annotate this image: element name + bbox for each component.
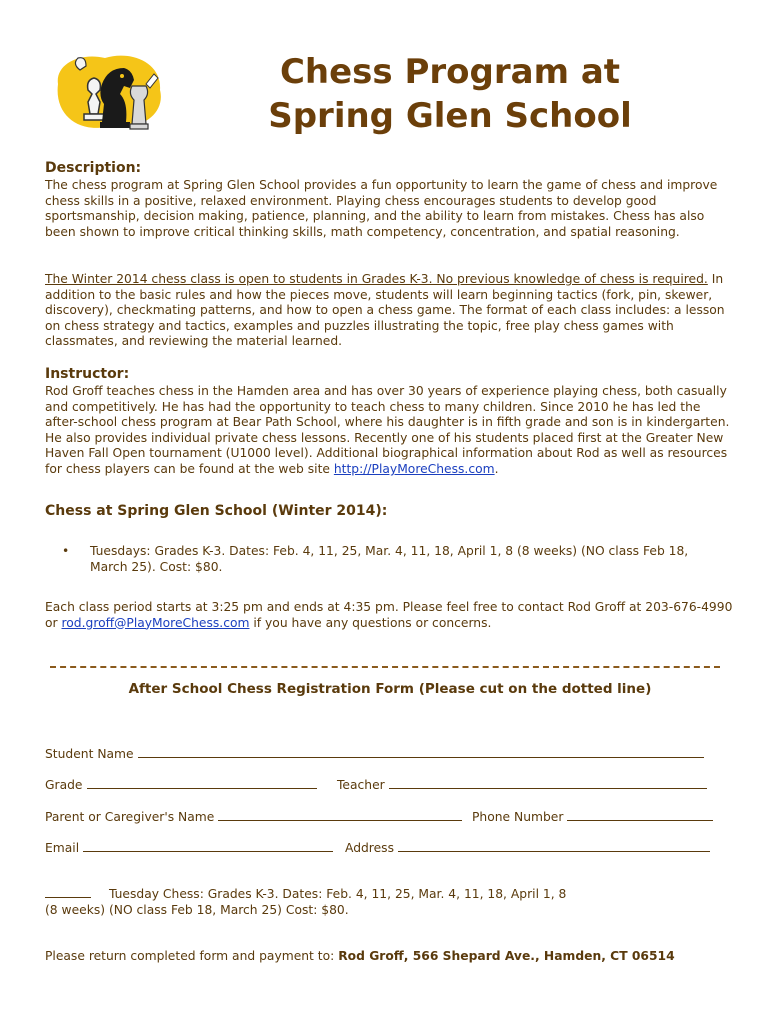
tuesday-option-text: Tuesday Chess: Grades K-3. Dates: Feb. 4, 11, 25, Mar. 4, 11, 18, April 1, 8 [109,887,567,901]
teacher-row [337,777,707,792]
grade-label: Grade [45,778,83,792]
contact-end: if you have any questions or concerns. [249,615,492,630]
bullet-dot: • [62,544,70,558]
parent-row [45,809,462,824]
address-label: Address [345,841,394,855]
contact-paragraph [45,600,735,631]
instructor-paragraph [45,384,735,478]
instructor-bio: Rod Groff teaches chess in the Hamden area and has over 30 years of experience playing chess, both casually and competitively. He has had the opportunity to teach chess to many children. Since 2010 he has led the after-school chess program at Bear Path School, where his daughter is in fifth grade and son is in kindergarten. He also provides individual private chess lessons. Recently one of his students placed first at the Greater New Haven Fall Open tournament (U1000 level). Additional biographical information about Rod as well as resources for chess players can be found at the web site [45,384,730,476]
tuesday-option-text-2: (8 weeks) (NO class Feb 18, March 25) Cost: $80. [45,903,349,917]
cut-dotted-line [50,666,720,668]
grade-field[interactable] [87,777,317,789]
instructor-heading: Instructor: [45,366,130,382]
parent-field[interactable] [218,809,462,821]
teacher-field[interactable] [389,777,707,789]
phone-label: Phone Number [472,810,564,824]
teacher-label: Teacher [337,778,385,792]
student-name-field[interactable] [138,746,704,758]
return-instructions [45,949,675,963]
contact-email-link[interactable]: rod.groff@PlayMoreChess.com [61,615,250,630]
email-row [45,840,333,855]
description-heading: Description: [45,160,142,176]
student-name-row [45,746,704,761]
address-field[interactable] [398,840,710,852]
return-label: Please return completed form and payment to: [45,949,339,963]
grade-row [45,777,317,792]
winter-class-highlight: The Winter 2014 chess class is open to students in Grades K-3. No previous knowledge of chess is required. [45,272,708,286]
email-label: Email [45,841,80,855]
page-title [200,50,700,138]
address-row [345,840,710,855]
parent-label: Parent or Caregiver's Name [45,810,215,824]
winter-class-paragraph [45,272,735,350]
winter-class-details: In addition to the basic rules and how the pieces move, students will learn beginning tactics (fork, pin, skewer, discovery), checkmating patterns, and how to open a chess game. The format of each class includes: a lesson on chess strategy and tactics, examples and puzzles illustrating the topic, free play chess games with classmates, and reviewing the material learned. [45,272,725,349]
email-field[interactable] [83,840,333,852]
title-line-1: Chess Program at [279,52,621,92]
chess-pieces-icon [50,44,170,136]
instructor-end: . [494,461,499,476]
playmorechess-link[interactable]: http://PlayMoreChess.com [333,461,495,476]
description-paragraph: The chess program at Spring Glen School provides a fun opportunity to learn the game of chess and improve chess skills in a positive, relaxed environment. Playing chess encourages students to develop good sportsmanship, decision making, patience, planning, and the ability to learn from mistakes. Chess has also been shown to improve critical thinking skills, math competency, concentration, and spatial reasoning. [45,178,718,239]
phone-row [472,809,713,824]
schedule-bullet-text: Tuesdays: Grades K-3. Dates: Feb. 4, 11, 25, Mar. 4, 11, 18, April 1, 8 (8 weeks) (NO class Feb 18, March 25). Cost: $80. [90,544,689,574]
tuesday-option-checkbox[interactable] [45,886,91,898]
schedule-heading: Chess at Spring Glen School (Winter 2014): [45,503,388,519]
contact-text: Each class period starts at 3:25 pm and ends at 4:35 pm. Please feel free to contact Rod Groff at 203-676-4990 or [45,600,733,630]
tuesday-option-row-2 [45,903,349,917]
title-line-2: Spring Glen School [268,96,632,136]
return-address: Rod Groff, 566 Shepard Ave., Hamden, CT 06514 [338,949,675,963]
registration-form-title: After School Chess Registration Form (Please cut on the dotted line) [128,681,652,697]
student-name-label: Student Name [45,747,134,761]
phone-field[interactable] [567,809,713,821]
tuesday-option-row [45,886,566,901]
